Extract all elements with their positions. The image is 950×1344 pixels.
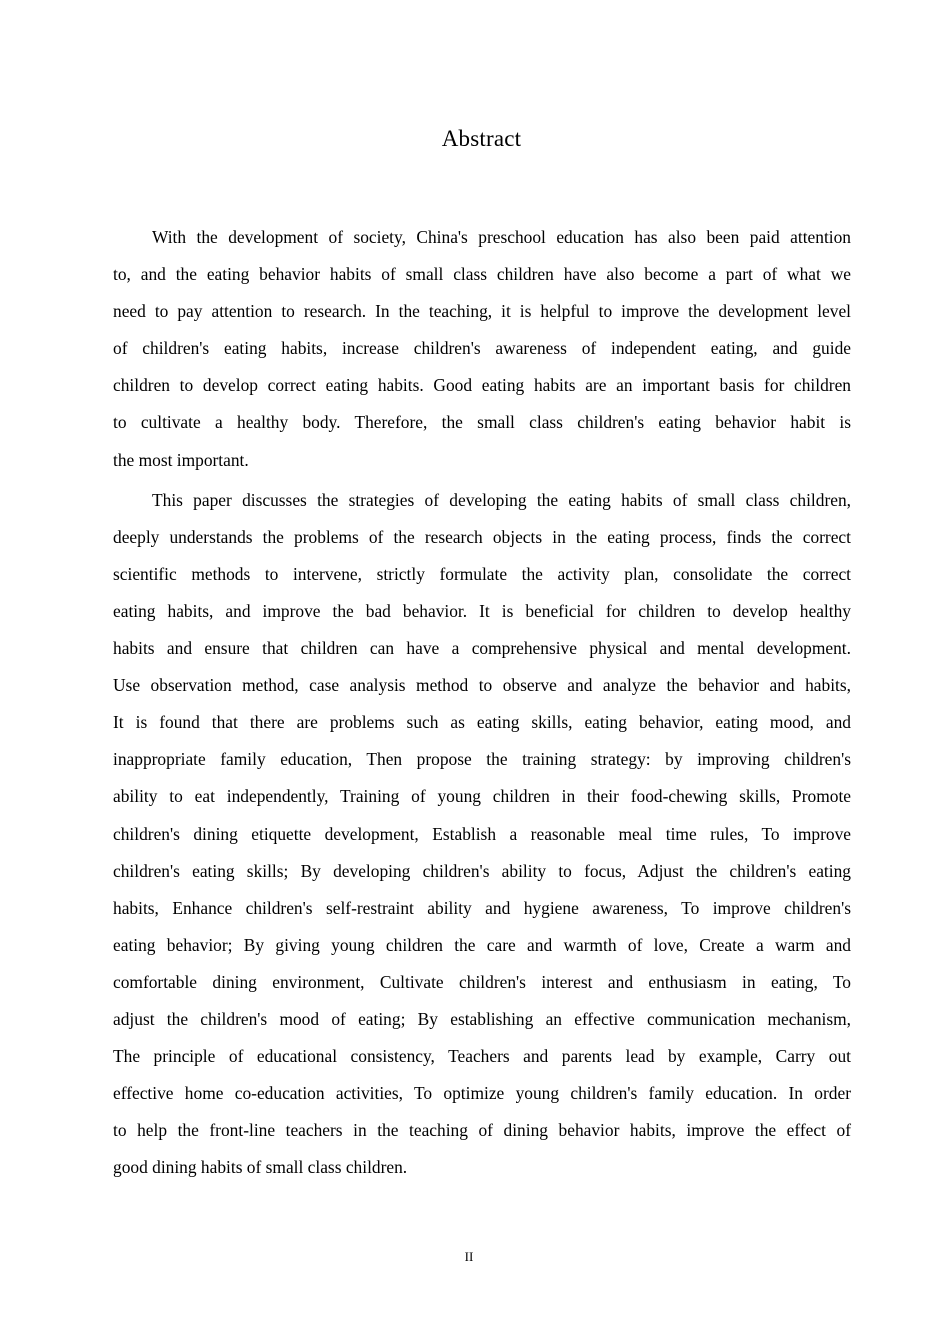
text-line: eating behavior; By giving young children the care and warmth of love, Create a warm and bbox=[113, 934, 851, 955]
text-line: Use observation method, case analysis method to observe and analyze the behavior and habits, bbox=[113, 675, 851, 696]
text-line: to help the front-line teachers in the teaching of dining behavior habits, improve the effect of bbox=[113, 1120, 851, 1141]
text-line: children's eating skills; By developing children's ability to focus, Adjust the children's eating bbox=[113, 860, 851, 881]
text-line: of children's eating habits, increase children's awareness of independent eating, and guide bbox=[113, 338, 851, 359]
text-line: children's dining etiquette development, Establish a reasonable meal time rules, To improve bbox=[113, 823, 851, 844]
text-line: With the development of society, China's preschool education has also been paid attention bbox=[152, 227, 851, 247]
text-line: habits and ensure that children can have a comprehensive physical and mental development. bbox=[113, 638, 851, 659]
text-line: habits, Enhance children's self-restraint ability and hygiene awareness, To improve children's bbox=[113, 897, 851, 918]
text-line: the most important. bbox=[113, 449, 249, 470]
text-line: scientific methods to intervene, strictly formulate the activity plan, consolidate the correct bbox=[113, 563, 851, 584]
text-line: The principle of educational consistency, Teachers and parents lead by example, Carry out bbox=[113, 1046, 851, 1067]
text-line: comfortable dining environment, Cultivate children's interest and enthusiasm in eating, To bbox=[113, 971, 851, 992]
paragraph-2 bbox=[113, 486, 851, 1191]
text-line: need to pay attention to research. In the teaching, it is helpful to improve the development level bbox=[113, 301, 851, 322]
text-line: children to develop correct eating habits. Good eating habits are an important basis for children bbox=[113, 375, 851, 396]
text-line: to, and the eating behavior habits of small class children have also become a part of what we bbox=[113, 264, 851, 285]
text-line: good dining habits of small class children. bbox=[113, 1157, 408, 1178]
text-line: adjust the children's mood of eating; By establishing an effective communication mechanism, bbox=[113, 1008, 851, 1029]
text-line: eating habits, and improve the bad behavior. It is beneficial for children to develop healthy bbox=[113, 600, 851, 621]
text-line: It is found that there are problems such as eating skills, eating behavior, eating mood, and bbox=[113, 712, 851, 733]
page-title: Abstract bbox=[441, 126, 522, 151]
text-line: This paper discusses the strategies of developing the eating habits of small class children, bbox=[152, 489, 851, 510]
abstract-body bbox=[113, 223, 851, 1190]
text-line: inappropriate family education, Then propose the training strategy: by improving children's bbox=[113, 749, 851, 770]
text-line: ability to eat independently, Training of young children in their food-chewing skills, Promote bbox=[113, 786, 851, 807]
text-line: to cultivate a healthy body. Therefore, the small class children's eating behavior habit is bbox=[113, 412, 851, 433]
text-line: effective home co-education activities, To optimize young children's family education. In order bbox=[113, 1083, 851, 1104]
text-line: deeply understands the problems of the research objects in the eating process, finds the correct bbox=[113, 526, 851, 547]
paragraph-1 bbox=[113, 223, 851, 483]
page-number: II bbox=[464, 1249, 474, 1264]
